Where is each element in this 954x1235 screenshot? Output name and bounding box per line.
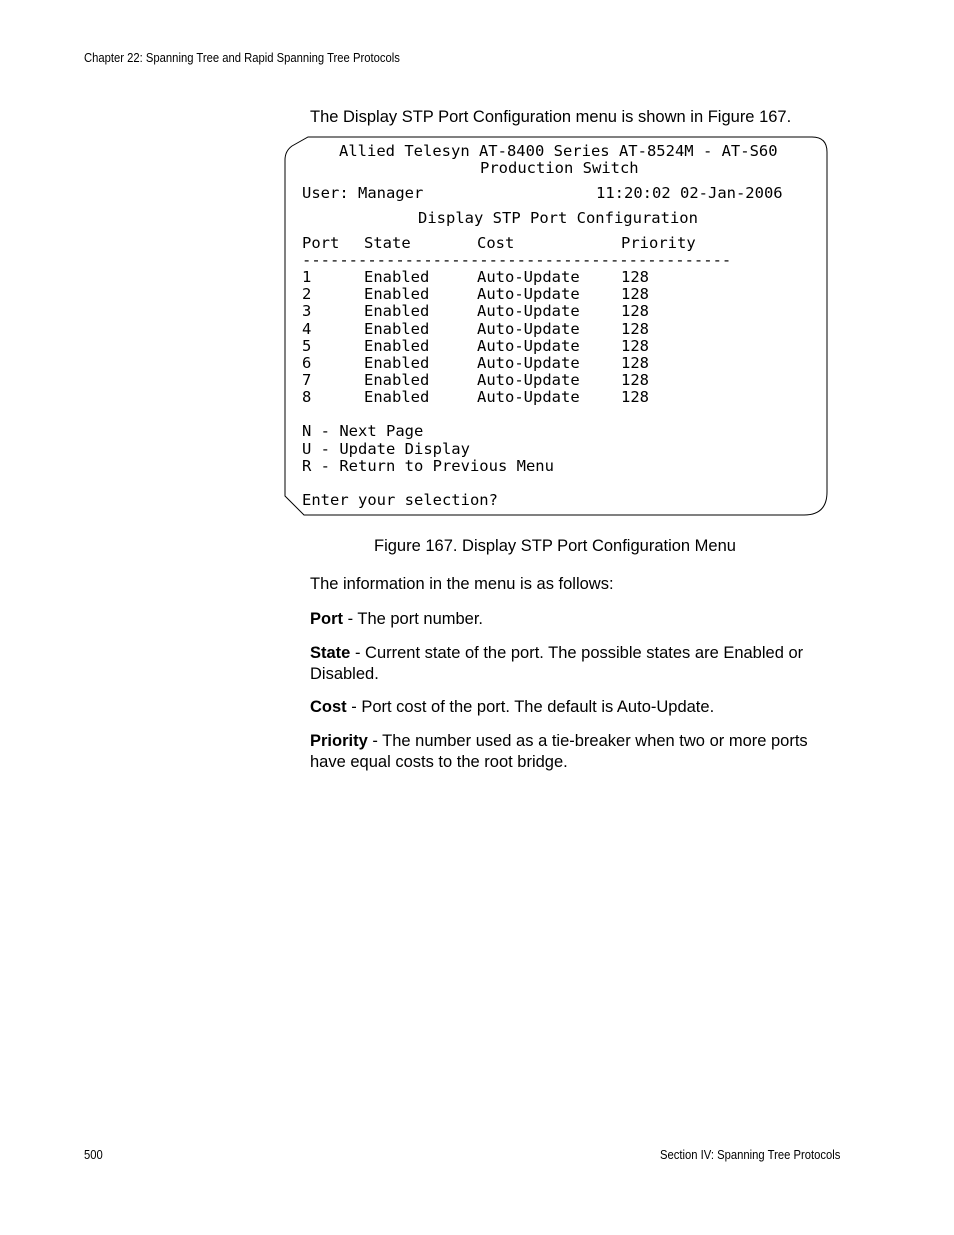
- cell-priority: 128: [621, 371, 649, 390]
- option-update-display[interactable]: U - Update Display: [302, 440, 470, 458]
- cell-state: Enabled: [364, 371, 430, 390]
- info-intro: The information in the menu is as follows:: [310, 575, 614, 593]
- definition-term: Port: [310, 610, 343, 628]
- cell-cost: Auto-Update: [477, 285, 580, 304]
- cell-state: Enabled: [364, 285, 430, 304]
- cell-priority: 128: [621, 302, 649, 321]
- option-return-previous[interactable]: R - Return to Previous Menu: [302, 457, 554, 475]
- definition-term: Priority: [310, 732, 368, 750]
- section-footer: Section IV: Spanning Tree Protocols: [659, 1148, 840, 1162]
- cell-port: 8: [302, 388, 312, 407]
- cell-priority: 128: [621, 268, 649, 286]
- definition-text: - The port number.: [343, 610, 484, 628]
- cell-cost: Auto-Update: [477, 388, 580, 407]
- definition-port: [310, 609, 840, 630]
- terminal-screen: [284, 136, 828, 516]
- definition-term: State: [310, 644, 351, 662]
- screen-title-line1: Allied Telesyn AT-8400 Series AT-8524M - AT-S60: [339, 142, 778, 160]
- definition-priority: [310, 731, 840, 772]
- cell-cost: Auto-Update: [477, 354, 580, 372]
- cell-port: 2: [302, 285, 312, 304]
- cell-cost: Auto-Update: [477, 319, 580, 338]
- cell-priority: 128: [621, 319, 649, 338]
- col-priority-header: Priority: [621, 234, 696, 252]
- col-port-header: Port: [302, 234, 340, 252]
- page-number: 500: [84, 1148, 103, 1162]
- col-cost-header: Cost: [477, 234, 515, 252]
- cell-port: 3: [302, 302, 312, 321]
- cell-state: Enabled: [364, 354, 430, 372]
- definition-cost: [310, 697, 840, 718]
- definition-text: - Port cost of the port. The default is Auto-Update.: [346, 698, 715, 716]
- selection-prompt[interactable]: Enter your selection?: [302, 491, 498, 509]
- cell-port: 7: [302, 371, 312, 390]
- cell-state: Enabled: [364, 302, 430, 321]
- definition-state: [310, 643, 840, 684]
- option-next-page[interactable]: N - Next Page: [302, 422, 424, 440]
- menu-title: Display STP Port Configuration: [418, 209, 698, 227]
- cell-state: Enabled: [364, 319, 430, 338]
- cell-cost: Auto-Update: [477, 336, 580, 355]
- cell-priority: 128: [621, 388, 649, 407]
- cell-port: 6: [302, 354, 312, 372]
- definition-term: Cost: [310, 698, 347, 716]
- timestamp: 11:20:02 02-Jan-2006: [596, 184, 783, 202]
- definition-text: - Current state of the port. The possible states are Enabled or Disabled.: [310, 644, 804, 683]
- col-state-header: State: [364, 234, 411, 252]
- cell-state: Enabled: [364, 388, 430, 407]
- figure-caption: Figure 167. Display STP Port Configuration Menu: [374, 537, 736, 555]
- intro-text: The Display STP Port Configuration menu is shown in Figure 167.: [310, 108, 792, 126]
- cell-cost: Auto-Update: [477, 302, 580, 321]
- separator-line: ----------------------------------------------: [302, 251, 732, 269]
- cell-cost: Auto-Update: [477, 371, 580, 390]
- cell-port: 4: [302, 319, 312, 338]
- cell-priority: 128: [621, 336, 649, 355]
- chapter-header: Chapter 22: Spanning Tree and Rapid Spanning Tree Protocols: [84, 51, 400, 65]
- definition-text: - The number used as a tie-breaker when two or more ports have equal costs to the root bridge.: [310, 732, 808, 771]
- cell-state: Enabled: [364, 336, 430, 355]
- cell-state: Enabled: [364, 268, 430, 286]
- user-label: User: Manager: [302, 184, 424, 202]
- screen-title-line2: Production Switch: [480, 159, 639, 177]
- cell-priority: 128: [621, 354, 649, 372]
- cell-port: 5: [302, 336, 312, 355]
- cell-port: 1: [302, 268, 312, 286]
- cell-cost: Auto-Update: [477, 268, 580, 286]
- cell-priority: 128: [621, 285, 649, 304]
